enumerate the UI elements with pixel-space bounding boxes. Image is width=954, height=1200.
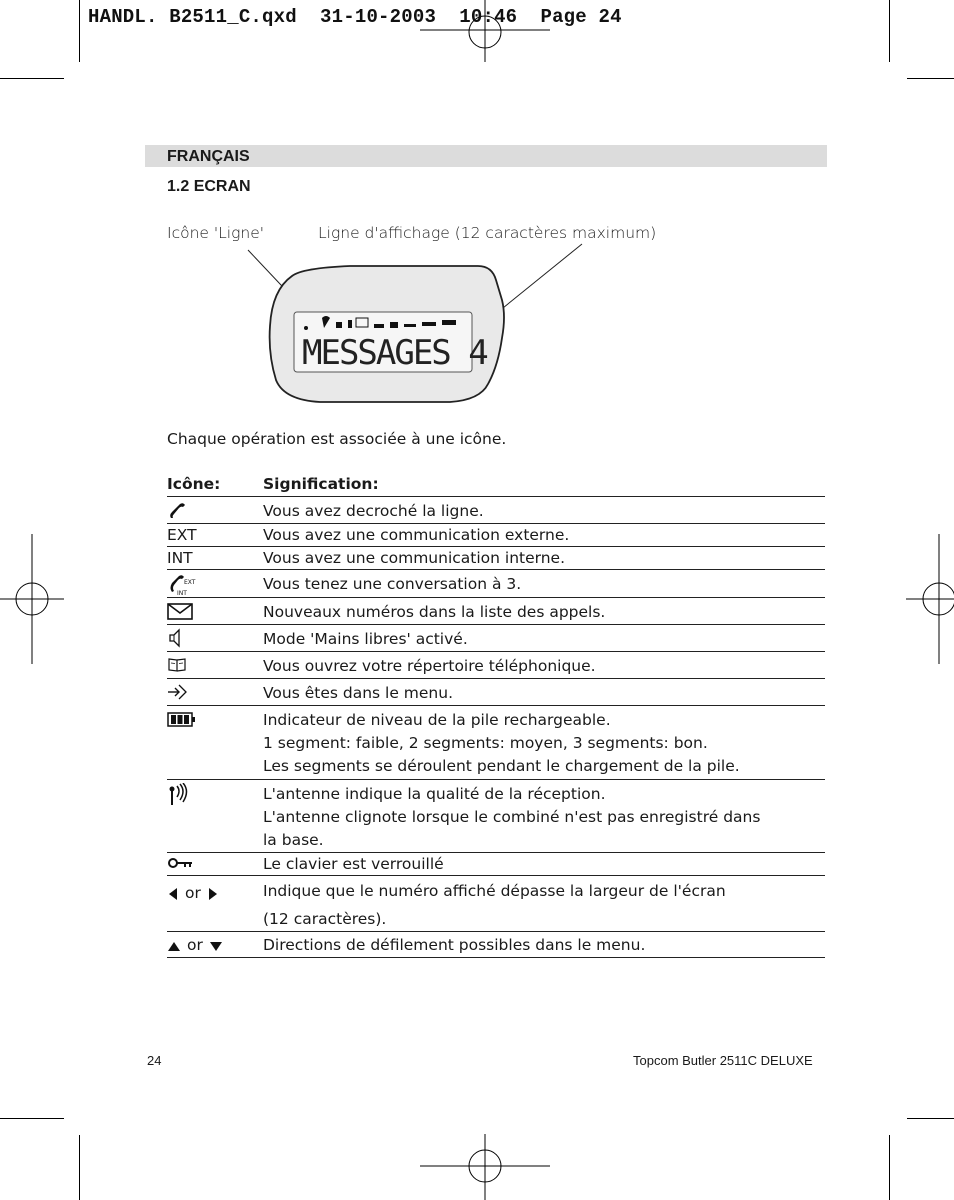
- lcd-text: MESSAGES 4: [302, 333, 487, 373]
- svg-text:INT: INT: [177, 590, 187, 597]
- language-label: FRANÇAIS: [167, 148, 250, 165]
- print-slug: HANDL. B2511_C.qxd 31-10-2003 10:46 Page 24: [88, 6, 622, 28]
- row-line: la base.: [263, 831, 324, 849]
- up-arrow-icon: [167, 939, 181, 953]
- menu-icon: [167, 682, 189, 702]
- row-line: Vous avez une communication externe.: [263, 526, 570, 544]
- registration-mark-right: [906, 534, 954, 664]
- table-row: [167, 547, 825, 570]
- crop-mark: [79, 1135, 80, 1200]
- table-row: [167, 524, 825, 547]
- row-line: Vous êtes dans le menu.: [263, 684, 454, 702]
- icon-table: [167, 475, 825, 958]
- row-line: Directions de défilement possibles dans le menu.: [263, 936, 646, 954]
- int-label: INT: [167, 549, 193, 567]
- col-header-meaning: Signification:: [263, 475, 379, 493]
- lcd-display-illustration: [240, 240, 600, 415]
- intro-text: Chaque opération est associée à une icône.: [167, 430, 507, 448]
- crop-mark: [907, 1118, 954, 1119]
- table-row: [167, 497, 825, 524]
- section-title: 1.2 ECRAN: [167, 178, 251, 195]
- crop-mark: [889, 0, 890, 62]
- battery-icon: [167, 709, 197, 729]
- key-icon: [167, 853, 195, 873]
- registration-mark-left: [0, 534, 66, 664]
- three-way-call-icon: [167, 573, 197, 597]
- page-number: 24: [147, 1053, 162, 1068]
- row-line: Le clavier est verrouillé: [263, 855, 444, 873]
- row-line: Vous ouvrez votre répertoire téléphonique.: [263, 657, 596, 675]
- registration-mark-bottom: [420, 1134, 552, 1200]
- or-label: or: [187, 936, 203, 954]
- table-row: [167, 679, 825, 706]
- crop-mark: [79, 0, 80, 62]
- table-row: [167, 876, 825, 932]
- row-line: Vous avez une communication interne.: [263, 549, 566, 567]
- table-row: [167, 625, 825, 652]
- row-line: Vous tenez une conversation à 3.: [263, 575, 522, 593]
- row-line: 1 segment: faible, 2 segments: moyen, 3 segments: bon.: [263, 734, 708, 752]
- row-line: (12 caractères).: [263, 910, 387, 928]
- table-header: [167, 475, 825, 497]
- row-line: Indicateur de niveau de la pile rechargeable.: [263, 711, 611, 729]
- envelope-icon: [167, 601, 195, 621]
- crop-mark: [889, 1135, 890, 1200]
- row-line: L'antenne indique la qualité de la réception.: [263, 785, 606, 803]
- row-line: Vous avez decroché la ligne.: [263, 502, 484, 520]
- col-header-icon: Icône:: [167, 475, 221, 493]
- row-line: Indique que le numéro affiché dépasse la largeur de l'écran: [263, 882, 726, 900]
- crop-mark: [907, 78, 954, 79]
- handset-icon: [167, 501, 187, 521]
- down-arrow-icon: [209, 939, 223, 953]
- table-row: [167, 652, 825, 679]
- table-row: [167, 932, 825, 958]
- crop-mark: [0, 78, 64, 79]
- row-line: Nouveaux numéros dans la liste des appels.: [263, 603, 606, 621]
- speaker-icon: [167, 628, 187, 648]
- table-row: [167, 706, 825, 780]
- table-row: [167, 570, 825, 598]
- row-line: L'antenne clignote lorsque le combiné n'est pas enregistré dans: [263, 808, 761, 826]
- callout-display-line: Ligne d'affichage (12 caractères maximum): [318, 224, 657, 242]
- crop-mark: [0, 1118, 64, 1119]
- table-row: [167, 598, 825, 625]
- callout-line-icon: Icône 'Ligne': [167, 224, 264, 242]
- table-row: [167, 853, 825, 876]
- table-row: [167, 780, 825, 853]
- right-arrow-icon: [207, 887, 219, 901]
- ext-label: EXT: [167, 526, 197, 544]
- left-arrow-icon: [167, 887, 179, 901]
- antenna-icon: [167, 783, 193, 807]
- row-line: Les segments se déroulent pendant le chargement de la pile.: [263, 757, 740, 775]
- row-line: Mode 'Mains libres' activé.: [263, 630, 468, 648]
- svg-text:EXT: EXT: [184, 579, 196, 586]
- phonebook-icon: [167, 655, 189, 675]
- or-label: or: [185, 884, 201, 902]
- product-name: Topcom Butler 2511C DELUXE: [633, 1053, 813, 1068]
